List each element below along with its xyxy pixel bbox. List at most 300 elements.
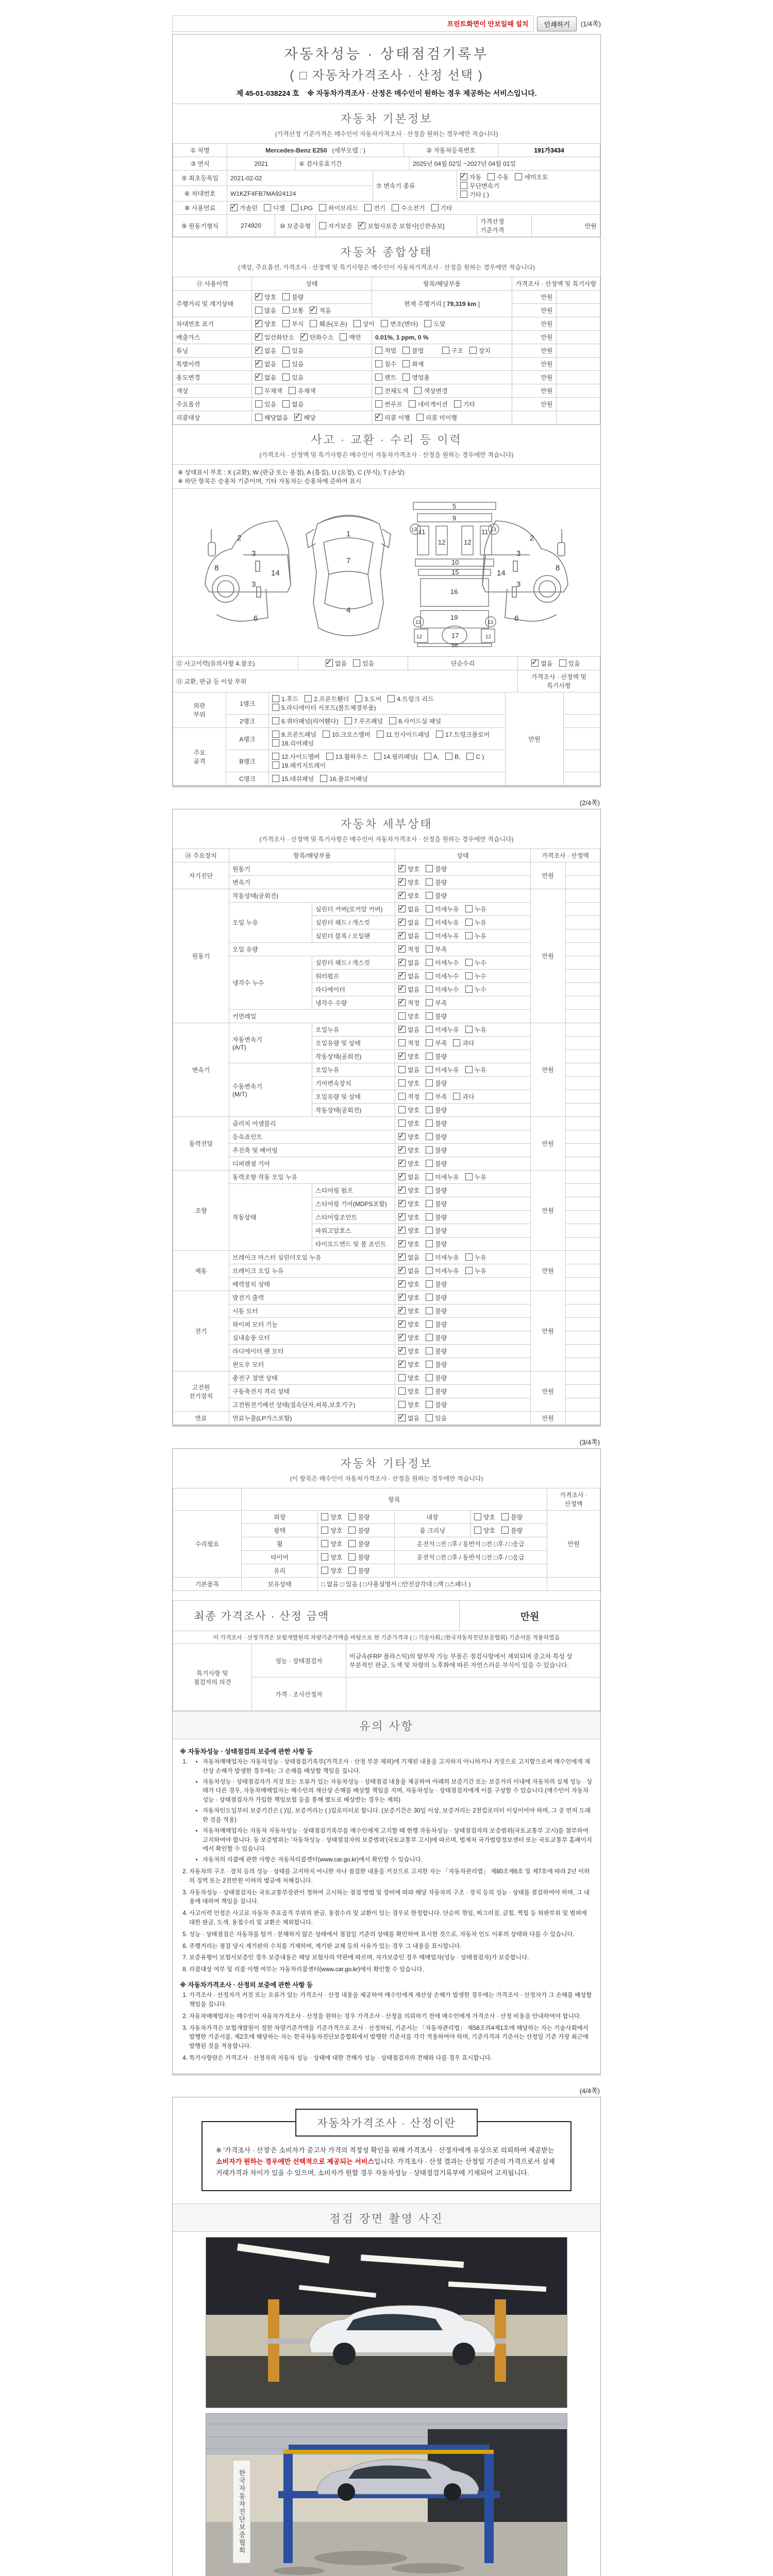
checkbox[interactable]	[398, 1401, 406, 1408]
checkbox[interactable]	[426, 1187, 433, 1194]
checkbox[interactable]	[398, 905, 406, 912]
checkbox-option[interactable]: 변조(변타)	[381, 319, 418, 328]
checkbox[interactable]	[289, 387, 296, 394]
checkbox[interactable]	[465, 1026, 473, 1033]
checkbox-option[interactable]: 7.루프패널	[345, 717, 383, 725]
checkbox[interactable]	[426, 919, 433, 926]
checkbox-option[interactable]: 디젤	[264, 204, 285, 212]
checkbox-option[interactable]: 양호	[321, 1526, 342, 1535]
checkbox-option[interactable]: 16.플로어패널	[320, 774, 368, 783]
checkbox-option[interactable]: 훼손(오손)	[310, 319, 347, 328]
checkbox[interactable]	[426, 1401, 433, 1408]
checkbox[interactable]	[398, 1066, 406, 1073]
checkbox-option[interactable]: 미세누유	[426, 1065, 459, 1074]
checkbox-option[interactable]: ✓ 없음	[398, 1173, 419, 1181]
checkbox-option[interactable]: 불량	[426, 865, 447, 873]
checkbox[interactable]	[460, 173, 467, 180]
checkbox-option[interactable]: A,	[424, 753, 439, 760]
checkbox[interactable]	[272, 717, 279, 724]
checkbox-option[interactable]: ✓ 없음	[398, 1253, 419, 1262]
checkbox-option[interactable]: 미세누유	[426, 1253, 459, 1262]
checkbox[interactable]	[326, 659, 333, 667]
checkbox[interactable]	[348, 1540, 356, 1547]
checkbox-option[interactable]: 미세누수	[426, 958, 459, 967]
checkbox-option[interactable]: ✓ 없음	[255, 373, 276, 382]
checkbox-option[interactable]: 양호	[398, 1012, 419, 1021]
checkbox-option[interactable]: 19.패키지트레이	[272, 761, 326, 770]
checkbox-option[interactable]: 불량	[426, 1333, 447, 1342]
checkbox-option[interactable]: 색상변경	[414, 386, 447, 395]
checkbox[interactable]	[426, 1146, 433, 1154]
checkbox[interactable]	[398, 986, 406, 993]
checkbox-option[interactable]: ✓ 양호	[398, 1146, 419, 1155]
checkbox[interactable]	[414, 387, 422, 394]
checkbox-option[interactable]: 미세누유	[426, 1173, 459, 1181]
checkbox[interactable]	[465, 1066, 473, 1073]
checkbox-option[interactable]: 양호	[321, 1566, 342, 1575]
checkbox[interactable]	[398, 1053, 406, 1060]
checkbox[interactable]	[424, 320, 431, 327]
checkbox-option[interactable]: 18.리어패널	[272, 739, 314, 748]
checkbox[interactable]	[426, 999, 433, 1006]
checkbox-option[interactable]: 불량	[426, 1052, 447, 1061]
checkbox[interactable]	[389, 717, 396, 724]
checkbox-option[interactable]: 6.쿼터패널(리어휀다)	[272, 717, 339, 725]
checkbox-option[interactable]: ✓ 없음	[398, 972, 419, 980]
checkbox[interactable]	[377, 731, 384, 738]
checkbox-option[interactable]: 누유	[465, 1266, 486, 1275]
checkbox-option[interactable]: 불량	[426, 1012, 447, 1021]
checkbox[interactable]	[465, 959, 473, 966]
checkbox[interactable]	[426, 1173, 433, 1180]
checkbox[interactable]	[282, 400, 290, 408]
checkbox[interactable]	[355, 695, 362, 702]
checkbox-option[interactable]: ✓ 없음	[255, 360, 276, 368]
checkbox[interactable]	[291, 204, 298, 211]
checkbox-option[interactable]: 양호	[321, 1553, 342, 1562]
checkbox-option[interactable]: ✓ 양호	[398, 1347, 419, 1355]
checkbox[interactable]	[348, 1513, 356, 1520]
checkbox-option[interactable]: 부족	[426, 1092, 447, 1101]
checkbox-option[interactable]: 하이브리드	[319, 204, 358, 212]
checkbox[interactable]	[426, 1240, 433, 1247]
checkbox[interactable]	[426, 932, 433, 939]
checkbox-option[interactable]: 1.후드	[272, 694, 298, 703]
checkbox-option[interactable]: ✓ 일산화탄소	[255, 333, 294, 342]
checkbox-option[interactable]: 적정	[398, 1092, 419, 1101]
checkbox[interactable]	[426, 959, 433, 966]
checkbox-option[interactable]: 14.필러패널(	[374, 752, 418, 761]
checkbox-option[interactable]: 침수	[375, 360, 396, 368]
checkbox[interactable]	[398, 1133, 406, 1140]
checkbox-option[interactable]: 불량	[426, 1119, 447, 1128]
checkbox[interactable]	[398, 1361, 406, 1368]
checkbox-option[interactable]: ✓양호	[255, 293, 276, 301]
checkbox[interactable]	[426, 892, 433, 899]
checkbox[interactable]	[474, 1513, 481, 1520]
checkbox-option[interactable]: 불량	[426, 1213, 447, 1222]
checkbox[interactable]	[272, 704, 279, 711]
checkbox[interactable]	[305, 695, 312, 702]
checkbox-option[interactable]: ✓ 없음	[398, 931, 419, 940]
checkbox-option[interactable]: ✓ 양호	[398, 878, 419, 887]
checkbox[interactable]	[321, 1540, 328, 1547]
checkbox-option[interactable]: ✓ 양호	[398, 1360, 419, 1369]
checkbox[interactable]	[416, 414, 424, 421]
checkbox[interactable]	[398, 972, 406, 979]
checkbox[interactable]	[426, 1053, 433, 1060]
checkbox-option[interactable]: 12.사이드멤버	[272, 752, 320, 761]
checkbox[interactable]	[454, 400, 461, 408]
checkbox[interactable]	[398, 959, 406, 966]
checkbox[interactable]	[272, 695, 279, 702]
checkbox-option[interactable]: 썬루프	[375, 400, 402, 409]
checkbox-option[interactable]: 양호	[321, 1513, 342, 1521]
checkbox[interactable]	[320, 775, 327, 782]
checkbox-option[interactable]: 네비게이션	[409, 400, 448, 409]
checkbox[interactable]	[375, 360, 382, 367]
checkbox[interactable]	[398, 892, 406, 899]
checkbox[interactable]	[255, 320, 262, 327]
checkbox-option[interactable]: 미세누수	[426, 972, 459, 980]
checkbox-option[interactable]: ✓ 양호	[398, 1280, 419, 1289]
checkbox[interactable]	[340, 333, 347, 341]
checkbox-option[interactable]: 미세누유	[426, 1025, 459, 1034]
checkbox-option[interactable]: ✓ 양호	[398, 1226, 419, 1235]
checkbox[interactable]	[398, 1026, 406, 1033]
checkbox[interactable]	[426, 1012, 433, 1020]
checkbox-option[interactable]: 불량	[426, 1159, 447, 1168]
checkbox[interactable]	[388, 695, 395, 702]
checkbox[interactable]	[426, 1120, 433, 1127]
checkbox-option[interactable]: 불량	[426, 1199, 447, 1208]
checkbox-option[interactable]: 미세누수	[426, 985, 459, 994]
checkbox[interactable]	[398, 1307, 406, 1314]
checkbox[interactable]	[398, 1253, 406, 1261]
checkbox[interactable]	[345, 717, 352, 724]
checkbox[interactable]	[426, 1039, 433, 1046]
checkbox-option[interactable]: 누수	[465, 972, 486, 980]
checkbox-option[interactable]: 있음	[282, 346, 304, 355]
checkbox[interactable]	[398, 1213, 406, 1221]
checkbox-option[interactable]: 누유	[465, 931, 486, 940]
checkbox[interactable]	[375, 387, 382, 394]
checkbox[interactable]	[272, 761, 279, 769]
checkbox[interactable]	[392, 204, 399, 211]
checkbox-option[interactable]: 8.사이드실 패널	[389, 717, 441, 725]
checkbox[interactable]	[358, 222, 365, 229]
checkbox-option[interactable]: 불량	[348, 1553, 369, 1562]
checkbox[interactable]	[426, 878, 433, 886]
checkbox-option[interactable]: 전기	[364, 204, 385, 212]
checkbox-option[interactable]: 불량	[348, 1526, 369, 1535]
checkbox[interactable]	[465, 919, 473, 926]
checkbox[interactable]	[426, 1361, 433, 1368]
checkbox[interactable]	[321, 1567, 328, 1574]
checkbox-option[interactable]: 미세누유	[426, 931, 459, 940]
checkbox[interactable]	[353, 659, 360, 667]
checkbox-option[interactable]: ✓ 양호	[398, 891, 419, 900]
checkbox[interactable]	[364, 204, 372, 211]
checkbox-option[interactable]: 수동	[488, 173, 509, 181]
checkbox-option[interactable]: 부족	[426, 998, 447, 1007]
checkbox[interactable]	[426, 865, 433, 872]
checkbox-option[interactable]: 누유	[465, 1253, 486, 1262]
checkbox[interactable]	[255, 293, 262, 300]
checkbox-option[interactable]: 양호	[474, 1526, 495, 1535]
checkbox[interactable]	[375, 414, 382, 421]
checkbox-option[interactable]: 유채색	[289, 386, 316, 395]
checkbox[interactable]	[319, 204, 326, 211]
checkbox-option[interactable]: ✓ 없음	[531, 659, 552, 668]
checkbox-option[interactable]: ✓ 양호	[398, 1213, 419, 1222]
checkbox-option[interactable]: 미세누유	[426, 905, 459, 913]
checkbox[interactable]	[426, 1213, 433, 1221]
checkbox[interactable]	[255, 307, 262, 314]
checkbox[interactable]	[354, 320, 361, 327]
checkbox[interactable]	[398, 1267, 406, 1274]
checkbox[interactable]	[255, 347, 262, 354]
checkbox[interactable]	[465, 1253, 473, 1261]
checkbox[interactable]	[460, 182, 467, 189]
checkbox[interactable]	[321, 1513, 328, 1520]
checkbox-option[interactable]: 누유	[465, 1173, 486, 1181]
checkbox-option[interactable]: 불량	[426, 1374, 447, 1382]
checkbox-option[interactable]: 불량	[426, 1280, 447, 1289]
checkbox[interactable]	[398, 1039, 406, 1046]
checkbox-option[interactable]: ✓ 없음	[398, 918, 419, 927]
checkbox[interactable]	[465, 972, 473, 979]
checkbox[interactable]	[264, 204, 271, 211]
checkbox[interactable]	[426, 1026, 433, 1033]
checkbox[interactable]	[453, 1093, 460, 1100]
checkbox-option[interactable]: 불량	[426, 1240, 447, 1248]
checkbox-option[interactable]: 있음	[282, 360, 304, 368]
checkbox-option[interactable]: 불량	[501, 1513, 523, 1521]
checkbox[interactable]	[426, 905, 433, 912]
checkbox-option[interactable]: 불량	[426, 891, 447, 900]
checkbox-option[interactable]: 장치	[469, 346, 491, 355]
checkbox[interactable]	[469, 347, 477, 354]
checkbox[interactable]	[426, 986, 433, 993]
checkbox[interactable]	[398, 1414, 406, 1421]
checkbox-option[interactable]: 17.트렁크플로어	[436, 730, 490, 739]
checkbox[interactable]	[375, 374, 382, 381]
checkbox-option[interactable]: 과다	[453, 1092, 474, 1101]
checkbox[interactable]	[465, 905, 473, 912]
checkbox[interactable]	[398, 1227, 406, 1234]
checkbox-option[interactable]: ✓ 없음	[255, 346, 276, 355]
checkbox-option[interactable]: ✓ 적정	[398, 998, 419, 1007]
checkbox[interactable]	[398, 1200, 406, 1207]
checkbox-option[interactable]: 기타	[454, 400, 475, 409]
checkbox[interactable]	[531, 659, 539, 667]
checkbox-option[interactable]: ✓ 양호	[398, 1307, 419, 1315]
checkbox[interactable]	[465, 1173, 473, 1180]
checkbox-option[interactable]: ✓ 없음	[398, 905, 419, 913]
print-button[interactable]: 인쇄하기	[537, 16, 576, 31]
checkbox[interactable]	[559, 659, 566, 667]
checkbox[interactable]	[375, 347, 382, 354]
checkbox[interactable]	[398, 1374, 406, 1381]
checkbox[interactable]	[453, 1039, 460, 1046]
checkbox-option[interactable]: 4.트렁크 리드	[388, 694, 433, 703]
checkbox[interactable]	[426, 1133, 433, 1140]
checkbox[interactable]	[402, 374, 410, 381]
checkbox[interactable]	[255, 333, 262, 341]
checkbox[interactable]	[272, 731, 279, 738]
checkbox[interactable]	[398, 1160, 406, 1167]
checkbox[interactable]	[398, 1187, 406, 1194]
checkbox-option[interactable]: C )	[466, 753, 484, 760]
checkbox-option[interactable]: ✓ 양호	[398, 1333, 419, 1342]
checkbox-option[interactable]: 누유	[465, 918, 486, 927]
checkbox[interactable]	[282, 360, 290, 367]
checkbox-option[interactable]: ✓ 리콜 이행	[375, 413, 410, 422]
checkbox-option[interactable]: ✓ 양호	[398, 1320, 419, 1329]
checkbox-option[interactable]: 렌트	[375, 373, 396, 382]
checkbox[interactable]	[465, 932, 473, 939]
checkbox-option[interactable]: 양호	[398, 1119, 419, 1128]
checkbox[interactable]	[466, 753, 474, 760]
checkbox[interactable]	[398, 1120, 406, 1127]
checkbox-option[interactable]: ✓ 보험사보증 보험사[신한손보]	[358, 222, 444, 230]
checkbox-option[interactable]: 11.인사이드패널	[377, 730, 430, 739]
checkbox[interactable]	[326, 753, 333, 760]
checkbox-option[interactable]: 9.프론트패널	[272, 730, 316, 739]
checkbox-option[interactable]: 양호	[398, 1374, 419, 1382]
checkbox-option[interactable]: 불량	[426, 1079, 447, 1088]
checkbox-option[interactable]: 불량	[348, 1513, 369, 1521]
checkbox-option[interactable]: 있음	[255, 400, 276, 409]
checkbox-option[interactable]: 부족	[426, 1039, 447, 1047]
checkbox-option[interactable]: 전체도색	[375, 386, 408, 395]
checkbox-option[interactable]: ✓ 없음	[398, 985, 419, 994]
checkbox[interactable]	[460, 191, 467, 198]
checkbox[interactable]	[431, 204, 439, 211]
checkbox-option[interactable]: 많음	[255, 306, 276, 315]
checkbox-option[interactable]: 불량	[426, 1307, 447, 1315]
checkbox[interactable]	[426, 1334, 433, 1341]
checkbox-option[interactable]: 불량	[426, 1132, 447, 1141]
checkbox-option[interactable]: 있음	[559, 659, 580, 668]
checkbox[interactable]	[310, 307, 317, 314]
checkbox-option[interactable]: 불법	[402, 346, 424, 355]
checkbox-option[interactable]: 미세누유	[426, 918, 459, 927]
checkbox[interactable]	[398, 1334, 406, 1341]
checkbox-option[interactable]: 양호	[321, 1539, 342, 1548]
checkbox-option[interactable]: 불량	[282, 293, 304, 301]
checkbox-option[interactable]: 있음	[353, 659, 374, 668]
checkbox-option[interactable]: 불량	[426, 1360, 447, 1369]
checkbox-option[interactable]: 구조	[442, 346, 463, 355]
checkbox-option[interactable]: ✓ 양호	[398, 1293, 419, 1302]
checkbox[interactable]	[445, 753, 452, 760]
checkbox-option[interactable]: 화재	[402, 360, 424, 368]
checkbox[interactable]	[348, 1567, 356, 1574]
checkbox-option[interactable]: 누수	[465, 985, 486, 994]
checkbox[interactable]	[398, 999, 406, 1006]
checkbox-option[interactable]: ✓ 양호	[398, 1159, 419, 1168]
checkbox-option[interactable]: ✓ 양호	[398, 1240, 419, 1248]
checkbox-option[interactable]: ✓ 적음	[310, 306, 331, 315]
checkbox[interactable]	[272, 753, 279, 760]
checkbox-option[interactable]: 기타 ( )	[460, 190, 489, 199]
checkbox[interactable]	[255, 400, 262, 408]
checkbox[interactable]	[426, 1200, 433, 1207]
checkbox[interactable]	[488, 173, 495, 180]
checkbox-option[interactable]: 있음	[282, 373, 304, 382]
checkbox-option[interactable]: 5.라디에이터 서포트(볼트체결부품)	[272, 703, 376, 712]
checkbox[interactable]	[398, 1347, 406, 1354]
checkbox[interactable]	[255, 360, 262, 367]
checkbox-option[interactable]: 무채색	[255, 386, 282, 395]
checkbox-option[interactable]: 영업용	[402, 373, 430, 382]
checkbox-option[interactable]: 불량	[348, 1539, 369, 1548]
checkbox-option[interactable]: 불량	[426, 1387, 447, 1396]
checkbox-option[interactable]: 수소전기	[392, 204, 425, 212]
checkbox-option[interactable]: 양호	[398, 1387, 419, 1396]
checkbox-option[interactable]: 상이	[354, 319, 375, 328]
checkbox-option[interactable]: ✓ 없음	[398, 1025, 419, 1034]
checkbox[interactable]	[398, 1294, 406, 1301]
checkbox[interactable]	[426, 1374, 433, 1381]
checkbox-option[interactable]: 불량	[348, 1566, 369, 1575]
checkbox[interactable]	[381, 320, 388, 327]
checkbox[interactable]	[375, 400, 382, 408]
checkbox-option[interactable]: 불량	[426, 1226, 447, 1235]
checkbox[interactable]	[255, 374, 262, 381]
checkbox-option[interactable]: 불량	[426, 1186, 447, 1195]
checkbox-option[interactable]: 매연	[340, 333, 361, 342]
checkbox[interactable]	[398, 1387, 406, 1395]
checkbox-option[interactable]: 자가보증	[319, 222, 352, 230]
checkbox-option[interactable]: 세미오토	[515, 173, 548, 181]
checkbox[interactable]	[310, 320, 317, 327]
checkbox[interactable]	[348, 1527, 356, 1534]
checkbox[interactable]	[398, 865, 406, 872]
checkbox[interactable]	[426, 1320, 433, 1328]
checkbox-option[interactable]: ✓ 가솔린	[230, 204, 258, 212]
checkbox-option[interactable]: 불량	[501, 1526, 523, 1535]
checkbox[interactable]	[442, 347, 449, 354]
checkbox-option[interactable]: 불량	[426, 1106, 447, 1114]
checkbox[interactable]	[426, 972, 433, 979]
checkbox-option[interactable]: 기타	[431, 204, 452, 212]
checkbox[interactable]	[426, 1160, 433, 1167]
checkbox[interactable]	[272, 739, 279, 747]
checkbox[interactable]	[282, 307, 290, 314]
checkbox-option[interactable]: 도말	[424, 319, 445, 328]
checkbox-option[interactable]: ✓ 양호	[398, 1199, 419, 1208]
checkbox[interactable]	[426, 1307, 433, 1314]
checkbox[interactable]	[319, 222, 326, 229]
checkbox[interactable]	[426, 1066, 433, 1073]
checkbox-option[interactable]: 양호	[474, 1513, 495, 1521]
checkbox-option[interactable]: 양호	[398, 1079, 419, 1088]
checkbox[interactable]	[402, 360, 410, 367]
checkbox-option[interactable]: 적법	[375, 346, 396, 355]
checkbox[interactable]	[398, 1079, 406, 1087]
checkbox[interactable]	[321, 1553, 328, 1561]
checkbox-option[interactable]: 미세누유	[426, 1266, 459, 1275]
checkbox[interactable]	[374, 753, 381, 760]
checkbox-option[interactable]: 양호	[398, 1400, 419, 1409]
checkbox[interactable]	[398, 945, 406, 953]
checkbox[interactable]	[398, 1146, 406, 1154]
checkbox-option[interactable]: 과다	[453, 1039, 474, 1047]
checkbox[interactable]	[282, 374, 290, 381]
